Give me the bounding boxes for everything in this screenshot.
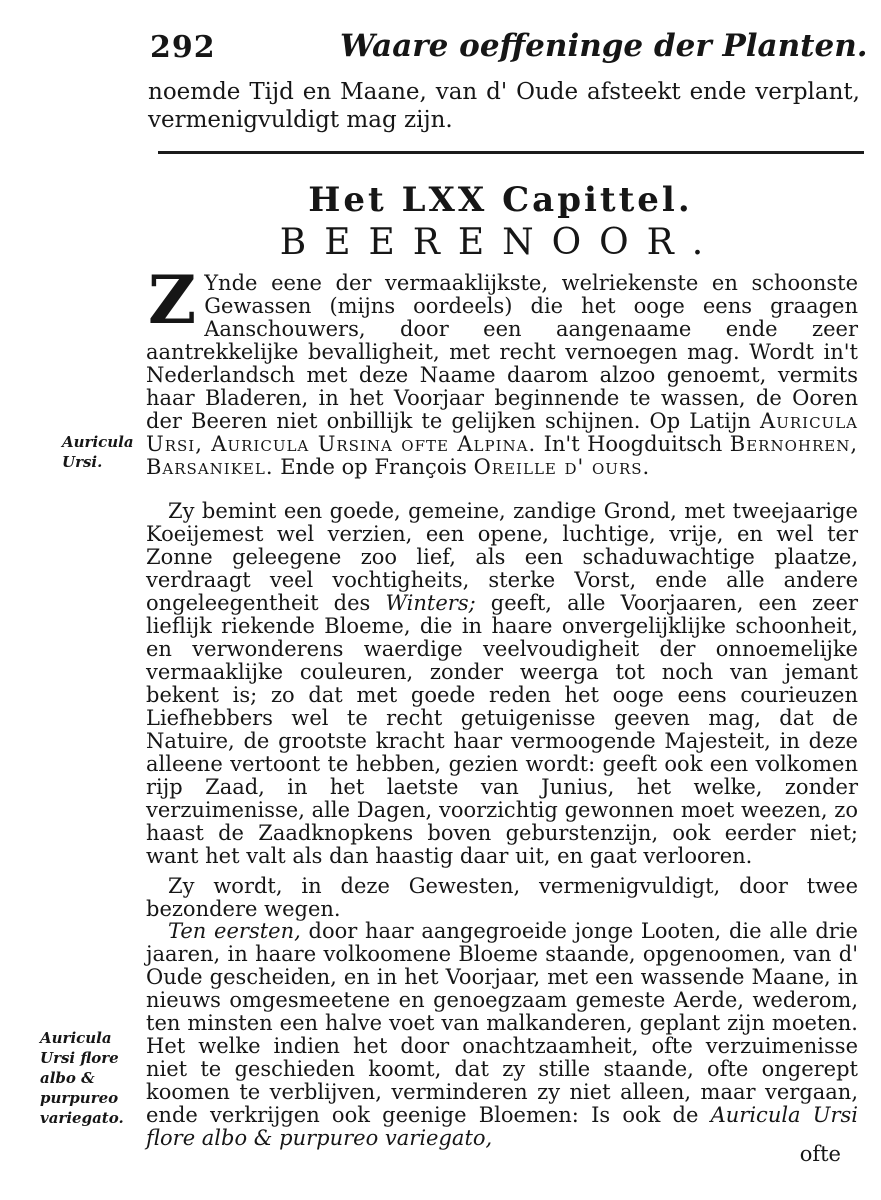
page-number: 292 [150,30,216,65]
paragraph-4-lead: Ten eersten, [168,919,301,943]
paragraph-2-text-b: geeft, alle Voorjaaren, een zeer lieflijk riekende Bloeme, die in haare onvergelijklijke schoonheit, en verwonderens waerdige veelvoudigheit der onnoemelijke vermaaklijke couleuren, zonder weerga tot noch van jemant bekent is; zo dat met goede reden het ooge eens courieuzen Liefhebbers wel te recht getuigenisse geeven mag, dat de Natuire, de grootste kracht haar vermoogende Majesteit, in deze alleene vertoont te hebben, gezien wordt: geeft ook een volkomen rijp Zaad, in het laetste van Junius, het welke, zonder verzuimenisse, alle Dagen, voorzichtig gewonnen moet weezen, zo haast de Zaadknopkens boven geburstenzijn, ook eerder niet; want het valt als dan haastig daar uit, en gaat verlooren. [146,591,858,868]
paragraph-4 [146,920,858,1150]
winters-word: Winters; [385,591,476,615]
paragraph-2-text-a: Zy bemint een goede, gemeine, zandige Grond, met tweejaarige Koeijemest wel verzien, een opene, luchtige, vrije, en wel ter Zonne geleegene zoo lief, als een schaduwachtige plaatze, verdraagt veel vochtigheits, sterke Vorst, ende alle andere ongeleegentheit des [146,499,858,615]
latin-names: Auricula Ursi, Auricula Ursina ofte Alpina. [146,409,858,456]
paragraph-1 [146,261,858,479]
section-rule [158,151,864,154]
chapter-title: BEERENOOR. [279,222,722,263]
paragraph-1-text-a: Ynde eene der vermaaklijkste, welriekenste en schoonste Gewassen (mijns oordeels) die het ooge eens graagen Aanschouwers, door een aangenaame ende zeer aantrekkelijke bevalligheit, met recht vernoegen mag. Wordt in't Nederlandsch met deze Naame daarom alzoo genoemt, vermits haar Bladeren, in het Voorjaar beginnende te wassen, de Ooren der Beeren niet onbillijk te gelijken schijnen. Op Latijn [146,271,858,433]
paragraph-1-text-b: In't Hoogduitsch [536,432,730,456]
paragraph-3: Zy wordt, in deze Gewesten, vermenigvuldigt, door twee bezondere wegen. [146,874,858,921]
margin-note-2: Auricula Ursi flore albo & purpureo variegato. [40,1029,124,1127]
drop-cap: Z [148,261,197,339]
french-name: Oreille d' ours. [473,455,651,479]
chapter-heading: Het LXX Capittel. [308,180,693,220]
catchword: ofte [799,1142,841,1166]
carryover-paragraph: noemde Tijd en Maane, van d' Oude afsteekt ende verplant, vermenigvuldigt mag zijn. [148,79,860,133]
running-title: Waare oeffeninge der Planten. [340,28,868,64]
paragraph-4-text-a: door haar aangegroeide jonge Looten, die alle drie jaaren, in haare volkoomene Bloeme staande, opgenoomen, van d' Oude gescheiden, en in het Voorjaar, met een wassende Maane, in nieuws omgesmeetene en genoegzaam gemeste Aerde, wederom, ten minsten een halve voet van malkanderen, geplant zijn moeten. Het welke indien het door onachtzaamheit, ofte verzuimenisse niet te geschieden koomt, dat zy stille staande, ofte ongerept koomen te verblijven, verminderen zy niet alleen, maar vergaan, ende verkrijgen ook geenige Bloemen: Is ook de [146,919,858,1127]
margin-note-1: Auricula Ursi. [62,433,134,471]
german-names: Bernohren, Barsanikel. [146,432,858,479]
paragraph-1-text-c: Ende op François [273,455,474,479]
paragraph-2 [146,500,858,868]
paragraph-4-latin: Auricula Ursi flore albo & purpureo variegato, [146,1103,858,1150]
